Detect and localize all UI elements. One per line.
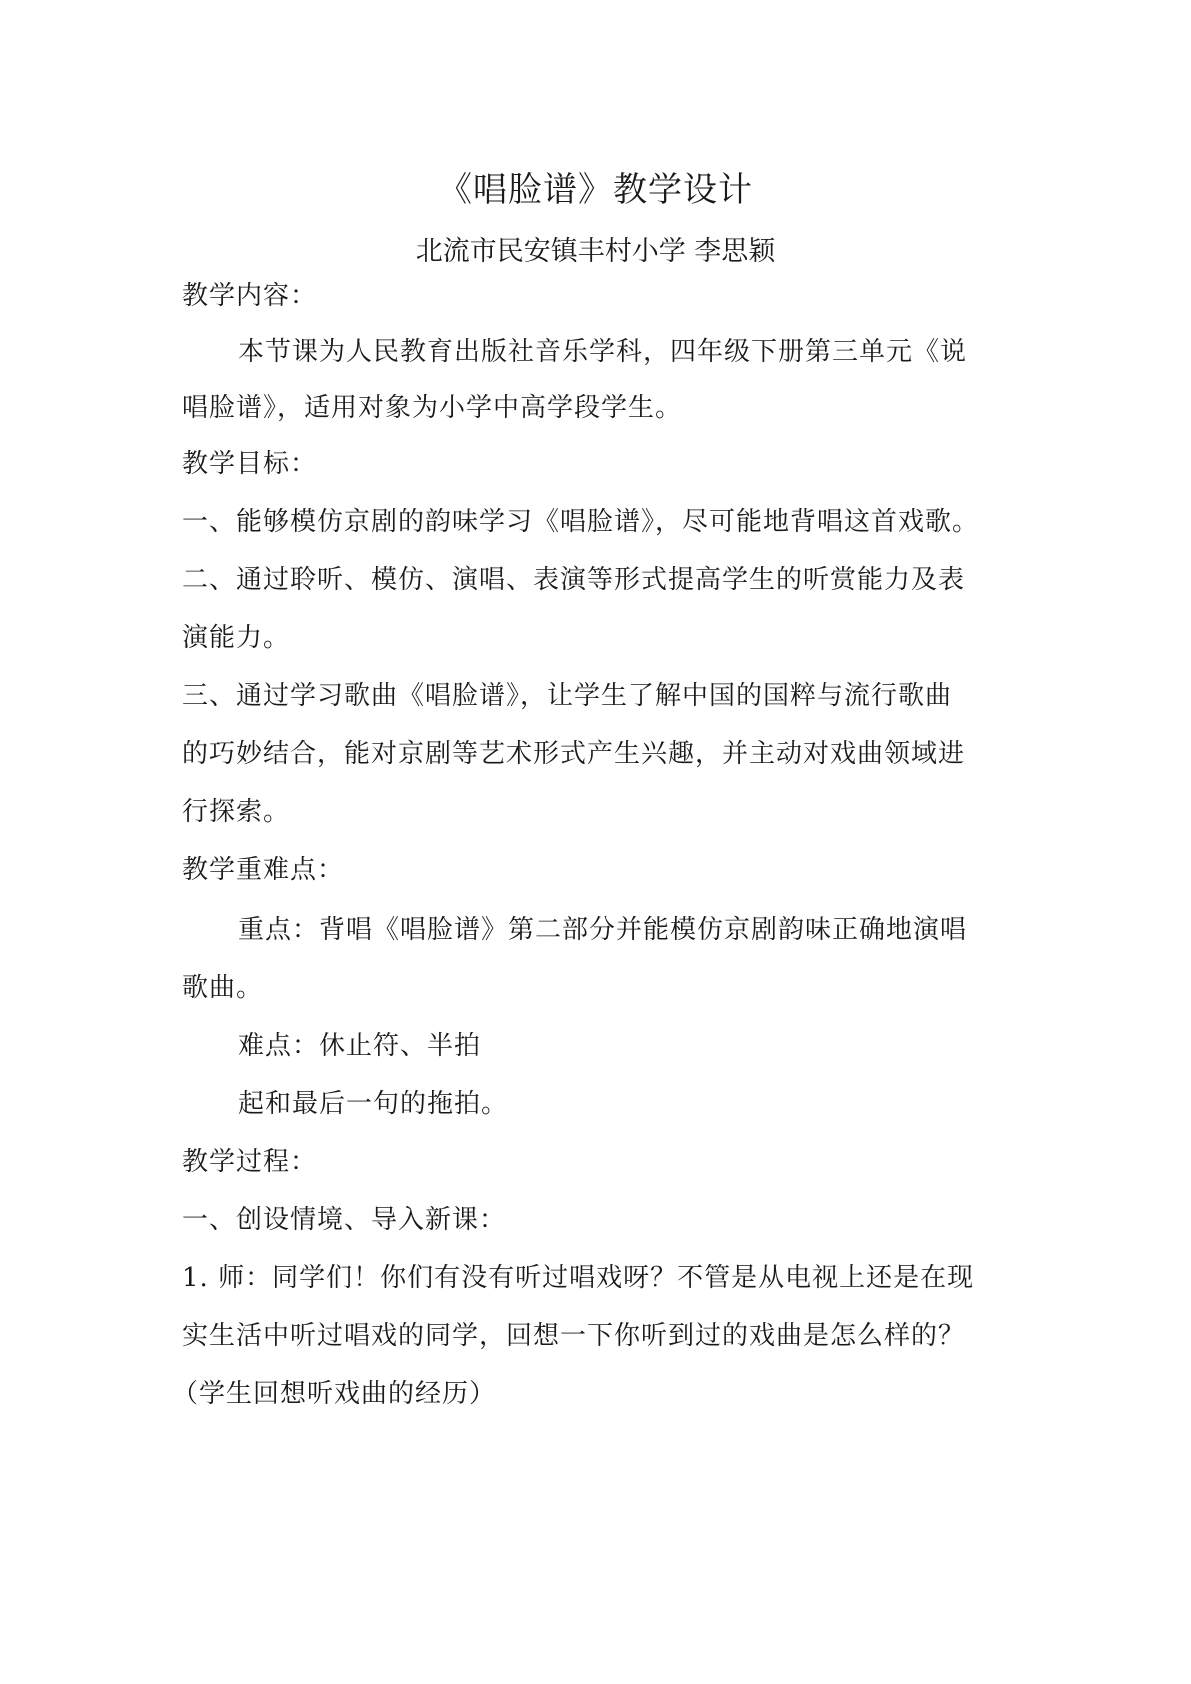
goal-item-2-cont: 演能力。 xyxy=(182,623,291,653)
paragraph-line: 本节课为人民教育出版社音乐学科，四年级下册第三单元《说 xyxy=(238,337,968,367)
key-point-line-cont: 歌曲。 xyxy=(182,973,264,1003)
heading-teaching-process: 教学过程： xyxy=(182,1147,318,1177)
author-line: 北流市民安镇丰村小学 李思颖 xyxy=(415,236,776,267)
process-note-line: （学生回想听戏曲的经历） xyxy=(172,1379,497,1409)
process-text-line: 1. 师：同学们！你们有没有听过唱戏呀？不管是从电视上还是在现 xyxy=(182,1263,975,1293)
goal-item-3: 三、通过学习歌曲《唱脸谱》，让学生了解中国的国粹与流行歌曲 xyxy=(182,681,953,711)
difficulty-line: 难点：休止符、半拍 xyxy=(238,1031,482,1061)
goal-item-3-cont: 行探索。 xyxy=(182,797,291,827)
process-step-1: 一、创设情境、导入新课： xyxy=(182,1205,507,1235)
heading-teaching-goals: 教学目标： xyxy=(182,449,318,479)
goal-item-2: 二、通过聆听、模仿、演唱、表演等形式提高学生的听赏能力及表 xyxy=(182,565,966,595)
goal-item-3-cont: 的巧妙结合，能对京剧等艺术形式产生兴趣，并主动对戏曲领域进 xyxy=(182,739,966,769)
difficulty-line-cont: 起和最后一句的拖拍。 xyxy=(238,1089,509,1119)
document-title: 《唱脸谱》教学设计 xyxy=(438,170,753,210)
goal-item-1: 一、能够模仿京剧的韵味学习《唱脸谱》，尽可能地背唱这首戏歌。 xyxy=(182,507,980,537)
process-text-line: 实生活中听过唱戏的同学，回想一下你听到过的戏曲是怎么样的？ xyxy=(182,1321,966,1351)
key-point-line: 重点：背唱《唱脸谱》第二部分并能模仿京剧韵味正确地演唱 xyxy=(238,915,968,945)
paragraph-line: 唱脸谱》，适用对象为小学中高学段学生。 xyxy=(182,393,683,423)
heading-teaching-content: 教学内容： xyxy=(182,281,318,311)
heading-key-points: 教学重难点： xyxy=(182,855,345,885)
